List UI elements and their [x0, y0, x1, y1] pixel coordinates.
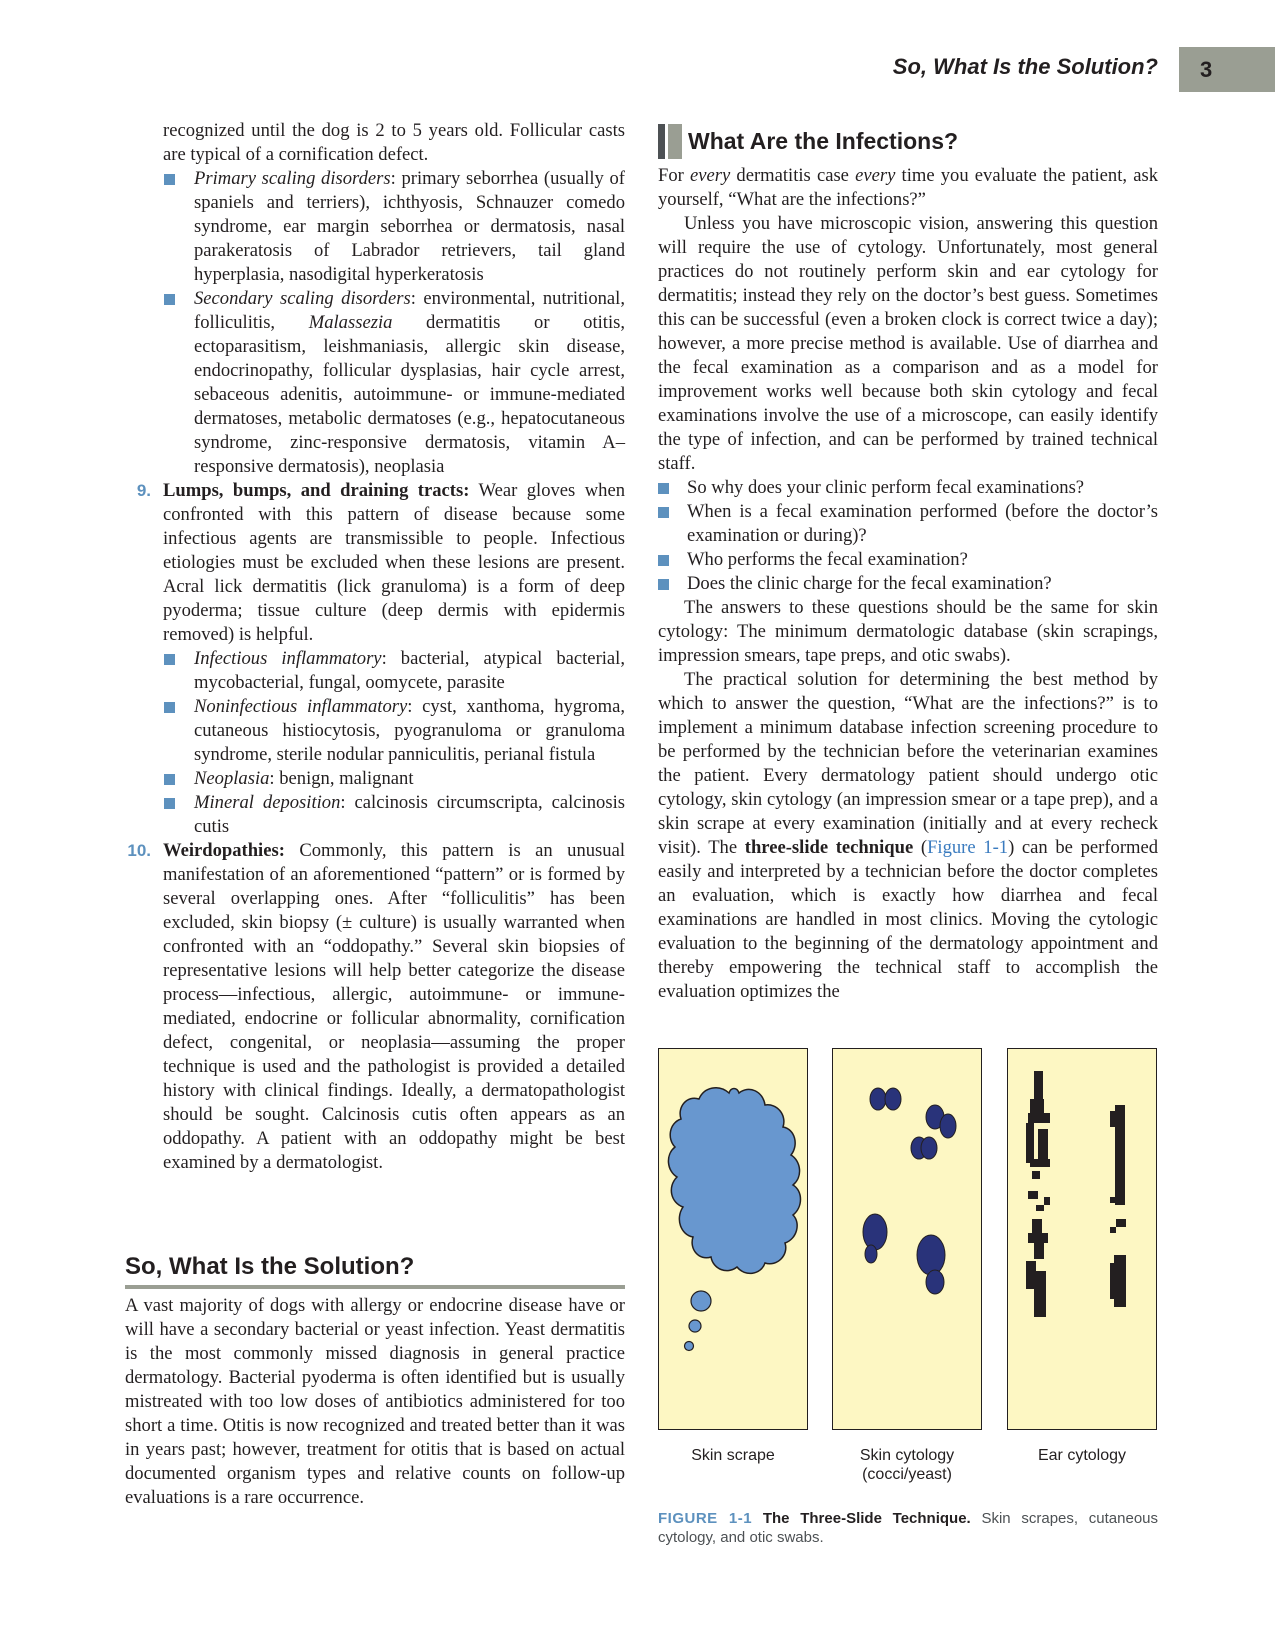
question-text: When is a fecal examination performed (before the doctor’s examination or during)? — [687, 501, 1158, 546]
bullet-square-icon — [164, 294, 175, 305]
item-number: 10. — [127, 841, 151, 860]
scrape-droplet — [691, 1291, 711, 1311]
figure-number: FIGURE 1-1 — [658, 1510, 753, 1527]
yeast-cluster — [863, 1214, 945, 1294]
paragraph-ask-yourself — [658, 164, 1158, 212]
solution-paragraph: A vast majority of dogs with allergy or endocrine disease have or will have a secondary bacterial or yeast infection. Yeast dermatitis is the most commonly missed diagnosis in general practice dermatology. Bacterial pyoderma is often identified but is usually mistreated with too low doses of antibiotics administered for too short a time. Otitis is now recognized and treated better than it was in years past; however, treatment for otitis that is based on actual documented organism types and relative counts on follow-up evaluations is a rare occurrence. — [125, 1295, 625, 1508]
text-run: time you evaluate the patient, ask yourself, “What are the infections?” — [658, 165, 1158, 210]
section-title: So, What Is the Solution? — [125, 1253, 625, 1289]
list-item-noninfectious — [125, 695, 625, 767]
slide-ear-cytology — [1007, 1048, 1157, 1430]
coccus — [921, 1137, 937, 1159]
paragraph-practical-solution — [658, 668, 1158, 1004]
ear-smear-marks — [1026, 1071, 1126, 1317]
item-text: Commonly, this pattern is an unusual manifestation of an aforementioned “pattern” or is formed by several overlapping ones. After “folliculitis” has been excluded, skin biopsy (± culture) is usually warranted when confronted with an “oddopathy.” Several skin biopsies of representative lesions will help better categorize the disease process—infectious, allergic, autoimmune- or immune-mediated, endocrine or follicular abnormality, cornification defect, congenital, or neoplasia—assuming the proper technique is used and the pathologist is provided a detailed history with clinical findings. Ideally, a dermatopathologist should be sought. Calcinosis cutis often appears as an oddopathy. A patient with an oddopathy might be best examined by a dermatologist. — [163, 840, 625, 1173]
slide-skin-scrape — [658, 1048, 808, 1430]
text-run: dermatitis case — [730, 165, 856, 186]
heading-bar-dark — [658, 124, 665, 159]
yeast — [863, 1214, 887, 1250]
text-run-italic: every — [855, 165, 896, 186]
bullet-text: : environmental, nutritional, folliculitis, — [194, 288, 625, 333]
paragraph-answers: The answers to these questions should be the same for skin cytology: The minimum dermatologic database (skin scrapings, impression smears, tape preps, and otic swabs). — [658, 597, 1158, 666]
slide-label-skin-cytology: Skin cytology (cocci/yeast) — [859, 1447, 955, 1483]
bullet-italic-term: Malassezia — [308, 312, 393, 333]
bullet-square-icon — [164, 774, 175, 785]
paragraph-cytology: Unless you have microscopic vision, answering this question will require the use of cytology. Unfortunately, most general practices do not routinely perform skin and ear cytology for dermatitis; instead they rely on the doctor’s best guess. Sometimes this can be successful (even a broken clock is correct twice a day); however, a more precise method is available. Use of diarrhea and the fecal examination as a comparison and as a model for improvement works well because both skin cytology and fecal examinations involve the use of a microscope, can easily identify the type of infection, and can be performed by trained technical staff. — [658, 213, 1158, 474]
ear-cytology-illustration — [1008, 1049, 1155, 1428]
bullet-term: Neoplasia — [194, 768, 270, 789]
bullet-square-icon — [658, 579, 669, 590]
page-number-tab — [1179, 47, 1275, 92]
section-title: What Are the Infections? — [688, 128, 959, 154]
bullet-square-icon — [164, 702, 175, 713]
bullet-text: : calcinosis circumscripta, calcinosis cutis — [194, 792, 625, 837]
list-item-secondary-scaling — [125, 287, 625, 479]
item-text: Wear gloves when confronted with this pattern of disease because some infectious agents are transmissible to people. Infectious etiologies must be excluded when these lesions are present. Acral lick dermatitis (lick granuloma) is a form of deep pyoderma; tissue culture (deep dermis with epidermis removed) is helpful. — [163, 480, 625, 645]
item-title: Lumps, bumps, and draining tracts: — [163, 480, 470, 501]
bullet-text: : cyst, xanthoma, hygroma, cutaneous histiocytosis, pyogranuloma or granuloma syndrome, sterile nodular panniculitis, perianal fistula — [194, 696, 625, 765]
question-item — [658, 548, 1158, 572]
left-column — [125, 119, 625, 1175]
yeast — [917, 1235, 945, 1275]
item-number: 9. — [136, 481, 151, 500]
text-run: ) can be performed easily and interpreted by a technician before the doctor completes an evaluation, which is exactly how diarrhea and fecal examinations are handled in most clinics. Moving the cytologic evaluation to the beginning of the dermatology appointment and thereby empowering the technical staff to accomplish the evaluation optimizes the — [658, 837, 1159, 1002]
bullet-term: Noninfectious inflammatory — [194, 696, 408, 717]
text-run-italic: every — [690, 165, 731, 186]
bullet-text: : bacterial, atypical bacterial, mycobacterial, fungal, oomycete, parasite — [194, 648, 625, 693]
item-title: Weirdopathies: — [163, 840, 285, 861]
coccus — [885, 1088, 901, 1110]
slide-skin-cytology — [832, 1048, 982, 1430]
yeast — [865, 1245, 877, 1263]
coccus — [870, 1088, 886, 1110]
skin-scrape-illustration — [659, 1049, 806, 1428]
bullet-text: : benign, malignant — [269, 768, 414, 789]
intro-paragraph: recognized until the dog is 2 to 5 years old. Follicular casts are typical of a cornification defect. — [163, 120, 625, 165]
bullet-text: : primary seborrhea (usually of spaniels and terriers), ichthyosis, Schnauzer comedo syndrome, ear margin seborrhea or dermatosis, nasal parakeratosis of Labrador retrievers, tail gland hyperplasia, nasodigital hyperkeratosis — [194, 168, 626, 285]
bullet-square-icon — [658, 555, 669, 566]
figure-reference-link[interactable]: Figure 1-1 — [927, 837, 1009, 858]
section-heading-solution — [125, 1253, 625, 1289]
list-item-neoplasia — [125, 767, 625, 791]
bullet-term: Mineral deposition — [194, 792, 341, 813]
bullet-square-icon — [164, 798, 175, 809]
bullet-square-icon — [164, 174, 175, 185]
bullet-term: Primary scaling disorders — [194, 168, 391, 189]
question-item — [658, 500, 1158, 548]
numbered-item-9 — [125, 479, 625, 647]
heading-bar-light — [668, 124, 682, 159]
right-column — [658, 164, 1158, 1004]
figure-title: The Three-Slide Technique. — [762, 1510, 971, 1527]
text-run-bold: three-slide technique — [744, 837, 914, 858]
coccus — [940, 1114, 956, 1138]
running-title: So, What Is the Solution? — [892, 54, 1158, 79]
bullet-term: Infectious inflammatory — [194, 648, 382, 669]
figure-three-slide — [658, 1048, 1158, 1483]
bullet-square-icon — [658, 507, 669, 518]
text-run: The practical solution for determining the best method by which to answer the question, “What are the infections?” is to implement a minimum database infection screening procedure to be performed by the technician before the veterinarian examines the patient. Every dermatology patient should undergo otic cytology, skin cytology (an impression smear or a tape prep), and a skin scrape at every examination (initially and at every recheck visit). The — [658, 669, 1158, 858]
scrape-droplet — [689, 1320, 701, 1332]
page-number: 3 — [1200, 57, 1213, 82]
list-item-mineral — [125, 791, 625, 839]
question-item — [658, 572, 1158, 596]
bullet-text: dermatitis or otitis, ectoparasitism, leishmaniasis, allergic skin disease, endocrinopathy, follicular dysplasias, hair cycle arrest, sebaceous adenitis, autoimmune- or immune-mediated dermatoses, metabolic dermatoses (e.g., hepatocutaneous syndrome, zinc-responsive dermatosis, vitamin A–responsive dermatosis), neoplasia — [194, 312, 626, 477]
figure-caption — [658, 1509, 1158, 1547]
bullet-square-icon — [658, 483, 669, 494]
question-text: Does the clinic charge for the fecal examination? — [687, 573, 1052, 594]
question-text: Who performs the fecal examination? — [687, 549, 968, 570]
caption-text: Skin scrapes, cutaneous cytology, and otic swabs. — [658, 1510, 1159, 1546]
slide-label-ear-cytology: Ear cytology — [1037, 1447, 1127, 1464]
skin-cytology-illustration — [833, 1049, 980, 1428]
text-run: For — [658, 165, 690, 186]
yeast — [926, 1270, 944, 1294]
text-run: ( — [913, 837, 928, 858]
slide-label-skin-scrape: Skin scrape — [691, 1447, 775, 1464]
scrape-cloud-shape — [668, 1088, 800, 1274]
bullet-square-icon — [164, 654, 175, 665]
list-item-infectious — [125, 647, 625, 695]
cocci-cluster — [870, 1088, 956, 1159]
list-item-primary-scaling — [125, 167, 625, 287]
question-item — [658, 476, 1158, 500]
numbered-item-10 — [125, 839, 625, 1175]
question-text: So why does your clinic perform fecal examinations? — [687, 477, 1085, 498]
bullet-term: Secondary scaling disorders — [194, 288, 411, 309]
scrape-droplet — [685, 1342, 694, 1351]
